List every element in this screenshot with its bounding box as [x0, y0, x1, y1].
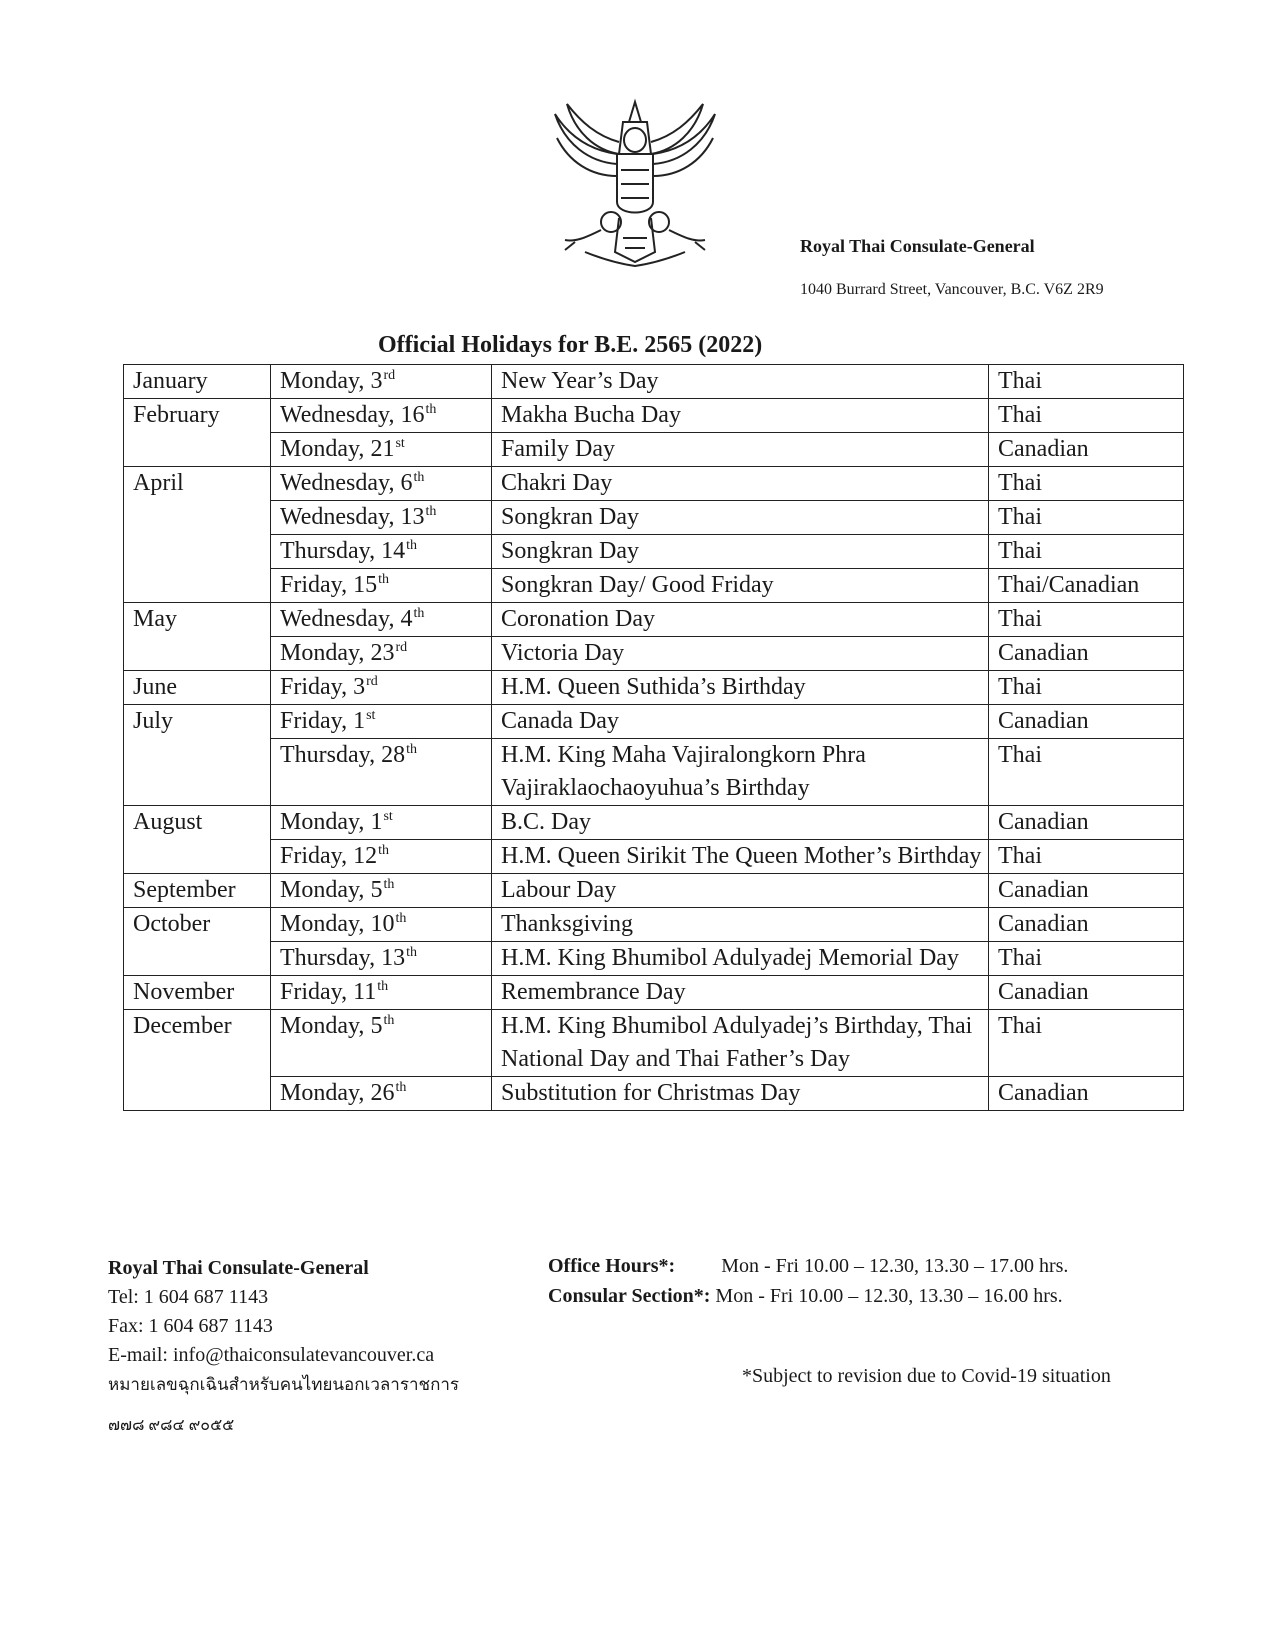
date-cell [271, 637, 492, 671]
date-cell [271, 1010, 492, 1077]
weekday-text: Friday, [280, 843, 354, 869]
table-row [124, 806, 1184, 840]
emergency-number: ๗๗๘ ๙๘๔ ๙๐๕๕ [108, 1417, 235, 1434]
day-suffix: th [425, 402, 437, 417]
holiday-name-cell: Songkran Day/ Good Friday [492, 569, 989, 603]
table-row [124, 1010, 1184, 1077]
office-hours-label: Office Hours*: [548, 1255, 676, 1277]
date-cell [271, 739, 492, 806]
month-cell: January [124, 365, 271, 399]
day-number: 13 [381, 945, 406, 971]
holiday-type-cell: Canadian [989, 433, 1184, 467]
month-cell: August [124, 806, 271, 874]
date-cell [271, 467, 492, 501]
holiday-type-cell: Thai [989, 942, 1184, 976]
date-cell [271, 501, 492, 535]
holiday-type-cell: Canadian [989, 637, 1184, 671]
day-suffix: th [383, 1013, 395, 1028]
day-number: 14 [381, 538, 406, 564]
table-row [124, 501, 1184, 535]
holiday-type-cell: Thai [989, 501, 1184, 535]
table-row [124, 840, 1184, 874]
weekday-text: Thursday, [280, 538, 382, 564]
weekday-text: Monday, [280, 1013, 371, 1039]
holiday-type-cell: Canadian [989, 705, 1184, 739]
holiday-type-cell: Thai [989, 467, 1184, 501]
month-cell: July [124, 705, 271, 806]
consular-hours [548, 1281, 1068, 1311]
contact-block [108, 1254, 459, 1440]
date-cell [271, 840, 492, 874]
holiday-type-cell: Canadian [989, 1077, 1184, 1111]
day-suffix: rd [395, 640, 408, 655]
table-row [124, 535, 1184, 569]
month-cell: December [124, 1010, 271, 1111]
table-row [124, 976, 1184, 1010]
day-suffix: th [413, 606, 425, 621]
holiday-name-cell: H.M. Queen Sirikit The Queen Mother’s Birthday [492, 840, 989, 874]
weekday-text: Monday, [280, 368, 371, 394]
month-cell: September [124, 874, 271, 908]
holiday-type-cell: Thai [989, 603, 1184, 637]
day-number: 6 [400, 470, 413, 496]
holiday-name-cell: B.C. Day [492, 806, 989, 840]
day-number: 15 [353, 572, 378, 598]
holiday-name-cell: H.M. King Bhumibol Adulyadej’s Birthday, Thai National Day and Thai Father’s Day [492, 1010, 989, 1077]
holiday-type-cell: Canadian [989, 976, 1184, 1010]
office-hours [548, 1251, 1068, 1281]
holiday-name-cell: H.M. King Bhumibol Adulyadej Memorial Day [492, 942, 989, 976]
holiday-name-cell: Substitution for Christmas Day [492, 1077, 989, 1111]
table-row [124, 942, 1184, 976]
holiday-name-cell: Family Day [492, 433, 989, 467]
weekday-text: Wednesday, [280, 606, 401, 632]
day-number: 26 [370, 1080, 395, 1106]
revision-note: *Subject to revision due to Covid-19 situation [742, 1365, 1111, 1387]
day-suffix: th [377, 979, 389, 994]
contact-tel: Tel: 1 604 687 1143 [108, 1286, 269, 1308]
holiday-type-cell: Thai [989, 739, 1184, 806]
day-suffix: th [395, 1080, 407, 1095]
day-suffix: th [425, 504, 437, 519]
date-cell [271, 976, 492, 1010]
weekday-text: Wednesday, [280, 470, 401, 496]
day-suffix: th [378, 572, 389, 587]
day-suffix: th [406, 538, 417, 553]
day-suffix: st [383, 809, 393, 824]
weekday-text: Monday, [280, 436, 371, 462]
day-suffix: th [395, 911, 407, 926]
weekday-text: Friday, [280, 572, 354, 598]
holiday-name-cell: Victoria Day [492, 637, 989, 671]
day-number: 23 [370, 640, 395, 666]
holiday-name-cell: Coronation Day [492, 603, 989, 637]
day-suffix: st [395, 436, 405, 451]
date-cell [271, 569, 492, 603]
weekday-text: Friday, [280, 674, 354, 700]
holiday-type-cell: Canadian [989, 908, 1184, 942]
table-row [124, 671, 1184, 705]
holiday-type-cell: Thai [989, 535, 1184, 569]
holiday-name-cell: Songkran Day [492, 501, 989, 535]
table-row [124, 739, 1184, 806]
table-row [124, 365, 1184, 399]
day-suffix: rd [366, 674, 378, 689]
day-suffix: rd [383, 368, 396, 383]
day-number: 21 [370, 436, 395, 462]
weekday-text: Thursday, [280, 945, 382, 971]
date-cell [271, 535, 492, 569]
table-row [124, 433, 1184, 467]
holiday-type-cell: Thai [989, 840, 1184, 874]
day-suffix: th [383, 877, 395, 892]
date-cell [271, 705, 492, 739]
day-number: 5 [370, 877, 383, 903]
consular-hours-value: Mon - Fri 10.00 – 12.30, 13.30 – 16.00 hrs. [715, 1285, 1063, 1307]
garuda-emblem-icon [545, 92, 725, 272]
day-number: 3 [353, 674, 366, 700]
contact-title: Royal Thai Consulate-General [108, 1257, 369, 1279]
table-row [124, 705, 1184, 739]
month-cell: May [124, 603, 271, 671]
table-row [124, 874, 1184, 908]
weekday-text: Monday, [280, 809, 371, 835]
table-row [124, 1077, 1184, 1111]
day-number: 5 [370, 1013, 383, 1039]
holiday-name-cell: Songkran Day [492, 535, 989, 569]
contact-fax: Fax: 1 604 687 1143 [108, 1315, 273, 1337]
holiday-name-cell: New Year’s Day [492, 365, 989, 399]
day-number: 3 [370, 368, 383, 394]
day-number: 1 [353, 708, 366, 734]
weekday-text: Wednesday, [280, 504, 401, 530]
month-cell: October [124, 908, 271, 976]
page-title: Official Holidays for B.E. 2565 (2022) [378, 332, 763, 358]
date-cell [271, 1077, 492, 1111]
weekday-text: Monday, [280, 1080, 371, 1106]
day-number: 1 [370, 809, 383, 835]
day-number: 11 [353, 979, 377, 1005]
date-cell [271, 942, 492, 976]
holiday-type-cell: Thai [989, 365, 1184, 399]
month-cell: November [124, 976, 271, 1010]
day-number: 10 [370, 911, 395, 937]
holiday-name-cell: Thanksgiving [492, 908, 989, 942]
date-cell [271, 908, 492, 942]
day-suffix: th [378, 843, 389, 858]
holiday-name-cell: Labour Day [492, 874, 989, 908]
contact-email: E-mail: info@thaiconsulatevancouver.ca [108, 1344, 435, 1366]
day-suffix: th [406, 742, 417, 757]
consulate-address: 1040 Burrard Street, Vancouver, B.C. V6Z 2R9 [800, 281, 1104, 298]
table-row [124, 569, 1184, 603]
day-suffix: st [366, 708, 376, 723]
consular-hours-label: Consular Section*: [548, 1285, 711, 1307]
table-row [124, 399, 1184, 433]
date-cell [271, 806, 492, 840]
day-number: 4 [400, 606, 413, 632]
day-suffix: th [406, 945, 417, 960]
date-cell [271, 399, 492, 433]
day-number: 28 [381, 742, 406, 768]
weekday-text: Monday, [280, 911, 371, 937]
date-cell [271, 365, 492, 399]
date-cell [271, 603, 492, 637]
holiday-type-cell: Canadian [989, 806, 1184, 840]
month-cell: April [124, 467, 271, 603]
day-number: 12 [353, 843, 378, 869]
date-cell [271, 433, 492, 467]
date-cell [271, 874, 492, 908]
office-hours-value: Mon - Fri 10.00 – 12.30, 13.30 – 17.00 hrs. [721, 1255, 1069, 1277]
weekday-text: Monday, [280, 640, 371, 666]
holiday-name-cell: Makha Bucha Day [492, 399, 989, 433]
holiday-name-cell: H.M. Queen Suthida’s Birthday [492, 671, 989, 705]
hours-block [548, 1251, 1068, 1311]
holiday-name-cell: H.M. King Maha Vajiralongkorn Phra Vajiraklaochaoyuhua’s Birthday [492, 739, 989, 806]
date-cell [271, 671, 492, 705]
day-number: 13 [400, 504, 425, 530]
table-row [124, 908, 1184, 942]
holiday-name-cell: Remembrance Day [492, 976, 989, 1010]
day-number: 16 [400, 402, 425, 428]
consulate-name: Royal Thai Consulate-General [800, 236, 1035, 256]
month-cell: February [124, 399, 271, 467]
table-row [124, 637, 1184, 671]
weekday-text: Monday, [280, 877, 371, 903]
weekday-text: Thursday, [280, 742, 382, 768]
holiday-type-cell: Thai [989, 399, 1184, 433]
holiday-type-cell: Thai [989, 1010, 1184, 1077]
day-suffix: th [413, 470, 425, 485]
month-cell: June [124, 671, 271, 705]
holiday-name-cell: Chakri Day [492, 467, 989, 501]
weekday-text: Friday, [280, 979, 354, 1005]
weekday-text: Wednesday, [280, 402, 401, 428]
holidays-table [123, 364, 1184, 1111]
holiday-name-cell: Canada Day [492, 705, 989, 739]
holiday-type-cell: Canadian [989, 874, 1184, 908]
weekday-text: Friday, [280, 708, 354, 734]
holiday-type-cell: Thai [989, 671, 1184, 705]
table-row [124, 603, 1184, 637]
emergency-label: หมายเลขฉุกเฉินสำหรับคนไทยนอกเวลาราชการ [108, 1375, 460, 1394]
table-row [124, 467, 1184, 501]
holiday-type-cell: Thai/Canadian [989, 569, 1184, 603]
